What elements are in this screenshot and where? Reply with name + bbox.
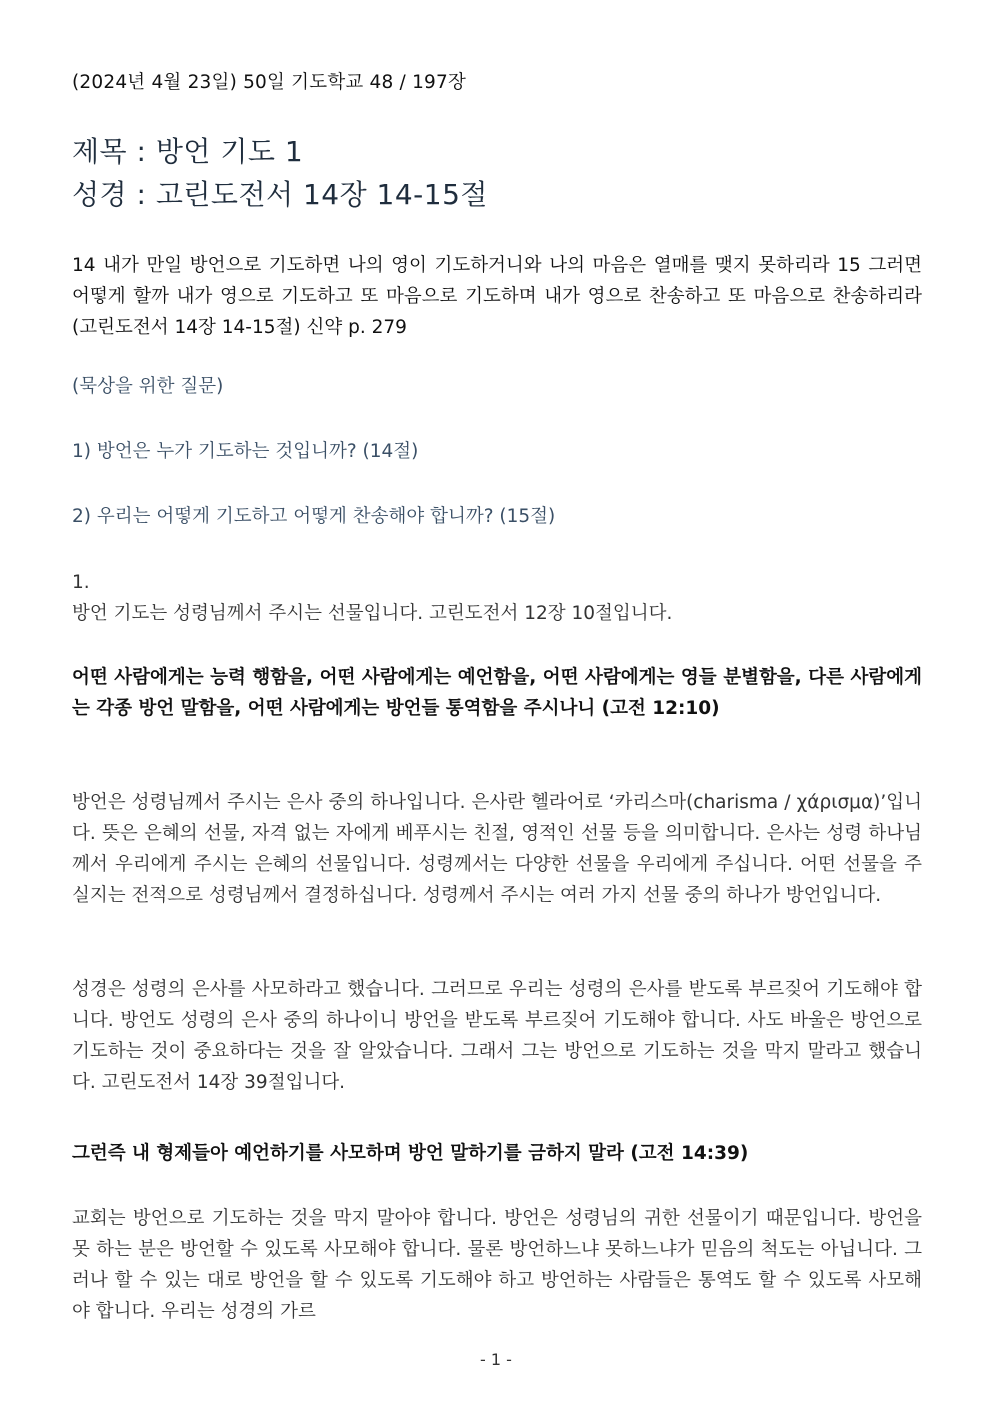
- date-header: (2024년 4월 23일) 50일 기도학교 48 / 197장: [72, 72, 467, 93]
- meditation-question-2: 2) 우리는 어떻게 기도하고 어떻게 찬송해야 합니까? (15절): [72, 506, 556, 527]
- quote-2: 그런즉 내 형제들아 예언하기를 사모하며 방언 말하기를 금하지 말라 (고전 14:39): [72, 1143, 749, 1164]
- meditation-question-1: 1) 방언은 누가 기도하는 것입니까? (14절): [72, 441, 419, 462]
- scripture-verse: 14 내가 만일 방언으로 기도하면 나의 영이 기도하거니와 나의 마음은 열매를 맺지 못하리라 15 그러면 어떻게 할까 내가 영으로 기도하고 또 마음으로 기도하며 내가 영으로 찬송하고 또 마음으로 찬송하리라 (고린도전서 14장 14-15절) 신약 p. 279: [72, 255, 922, 338]
- paragraph-1: 방언은 성령님께서 주시는 은사 중의 하나입니다. 은사란 헬라어로 ‘카리스마(charisma / χάρισμα)’입니다. 뜻은 은혜의 선물, 자격 없는 자에게 베푸시는 친절, 영적인 선물 등을 의미합니다. 은사는 성령 하나님께서 우리에게 주시는 은혜의 선물입니다. 성령께서는 다양한 선물을 우리에게 주십니다. 어떤 선물을 주실지는 전적으로 성령님께서 결정하십니다. 성령께서 주시는 여러 가지 선물 중의 하나가 방언입니다.: [72, 792, 922, 906]
- paragraph-3: 교회는 방언으로 기도하는 것을 막지 말아야 합니다. 방언은 성령님의 귀한 선물이기 때문입니다. 방언을 못 하는 분은 방언할 수 있도록 사모해야 합니다. 물론 방언하느냐 못하느냐가 믿음의 척도는 아닙니다. 그러나 할 수 있는 대로 방언을 할 수 있도록 기도해야 하고 방언하는 사람들은 통역도 할 수 있도록 사모해야 합니다. 우리는 성경의 가르: [72, 1208, 922, 1322]
- paragraph-2: 성경은 성령의 은사를 사모하라고 했습니다. 그러므로 우리는 성령의 은사를 받도록 부르짖어 기도해야 합니다. 방언도 성령의 은사 중의 하나이니 방언을 받도록 부르짖어 기도해야 합니다. 사도 바울은 방언으로 기도하는 것이 중요하다는 것을 잘 알았습니다. 그래서 그는 방언으로 기도하는 것을 막지 말라고 했습니다. 고린도전서 14장 39절입니다.: [72, 979, 922, 1093]
- section-intro: 방언 기도는 성령님께서 주시는 선물입니다. 고린도전서 12장 10절입니다.: [72, 603, 673, 624]
- section-number: 1.: [72, 572, 90, 593]
- quote-1: 어떤 사람에게는 능력 행함을, 어떤 사람에게는 예언함을, 어떤 사람에게는 영들 분별함을, 다른 사람에게는 각종 방언 말함을, 어떤 사람에게는 방언들 통역함을 주시나니 (고전 12:10): [72, 667, 922, 719]
- meditation-heading: (묵상을 위한 질문): [72, 376, 224, 397]
- scripture-reference: 성경 : 고린도전서 14장 14-15절: [72, 178, 488, 211]
- sermon-title: 제목 : 방언 기도 1: [72, 135, 304, 168]
- page-number: - 1 -: [480, 1350, 512, 1369]
